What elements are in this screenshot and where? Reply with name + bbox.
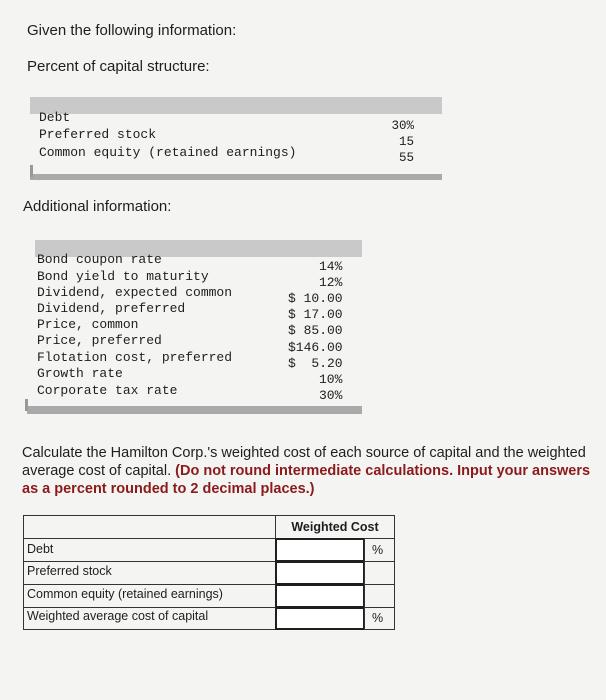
table-footer-bar	[27, 406, 362, 414]
table-footer-bar	[30, 174, 442, 180]
info-label-price-preferred: Price, preferred	[37, 333, 162, 348]
info-value-div-common: $ 10.00	[288, 291, 343, 306]
additional-info-title: Additional information:	[23, 198, 172, 215]
debt-unit: %	[372, 543, 384, 557]
additional-info-table	[35, 240, 362, 416]
info-value-price-preferred: $146.00	[288, 340, 343, 355]
info-value-bond-ytm: 12%	[319, 275, 343, 290]
instructions-bold: (Do not round intermediate calculations. Input your answers as a percent rounded to 2 decimal places.)	[22, 463, 591, 497]
info-label-bond-coupon: Bond coupon rate	[37, 252, 162, 267]
row-label-wacc: Weighted average cost of capital	[27, 609, 209, 623]
preferred-unit-cell	[364, 561, 395, 585]
capital-structure-title: Percent of capital structure:	[27, 58, 210, 75]
weighted-cost-header: Weighted Cost	[291, 520, 379, 534]
debt-cost-input[interactable]	[275, 538, 365, 562]
row-label-debt: Debt	[39, 110, 71, 125]
row-value-debt: 30%	[391, 119, 414, 133]
info-value-bond-coupon: 14%	[319, 259, 343, 274]
row-value-preferred: 15	[398, 135, 414, 149]
wacc-input[interactable]	[275, 607, 365, 630]
info-value-flotation: $ 5.20	[288, 356, 343, 371]
instructions	[22, 444, 602, 498]
info-value-growth: 10%	[319, 372, 343, 387]
row-label-debt: Debt	[27, 542, 54, 556]
table-header-bar	[30, 97, 442, 114]
info-label-tax: Corporate tax rate	[37, 383, 178, 398]
row-label-preferred: Preferred stock	[39, 127, 157, 142]
info-value-price-common: $ 85.00	[288, 323, 343, 338]
wacc-unit: %	[372, 611, 384, 625]
weighted-cost-table	[23, 515, 395, 628]
label-cell-debt	[23, 538, 276, 562]
intro-text: Given the following information:	[27, 22, 237, 39]
info-label-div-common: Dividend, expected common	[37, 285, 233, 300]
common-unit-cell	[364, 584, 395, 608]
preferred-cost-input[interactable]	[275, 561, 365, 585]
info-label-price-common: Price, common	[37, 317, 139, 332]
instructions-main: Calculate the Hamilton Corp.'s weighted cost of each source of capital and the weighted average cost of capital.	[22, 445, 586, 479]
capital-structure-table	[30, 97, 442, 181]
row-label-common: Common equity (retained earnings)	[27, 587, 223, 601]
common-cost-input[interactable]	[275, 584, 365, 608]
info-label-div-preferred: Dividend, preferred	[37, 301, 186, 316]
table-rule	[25, 399, 28, 411]
label-cell-header	[23, 515, 276, 539]
info-label-growth: Growth rate	[37, 366, 123, 381]
info-label-flotation: Flotation cost, preferred	[37, 350, 233, 365]
row-value-common: 55	[398, 151, 414, 165]
row-label-preferred: Preferred stock	[27, 564, 112, 578]
info-value-div-preferred: $ 17.00	[288, 307, 343, 322]
table-rule	[30, 165, 33, 177]
row-label-common: Common equity (retained earnings)	[39, 145, 297, 160]
info-value-tax: 30%	[319, 388, 343, 403]
info-label-bond-ytm: Bond yield to maturity	[37, 269, 209, 284]
